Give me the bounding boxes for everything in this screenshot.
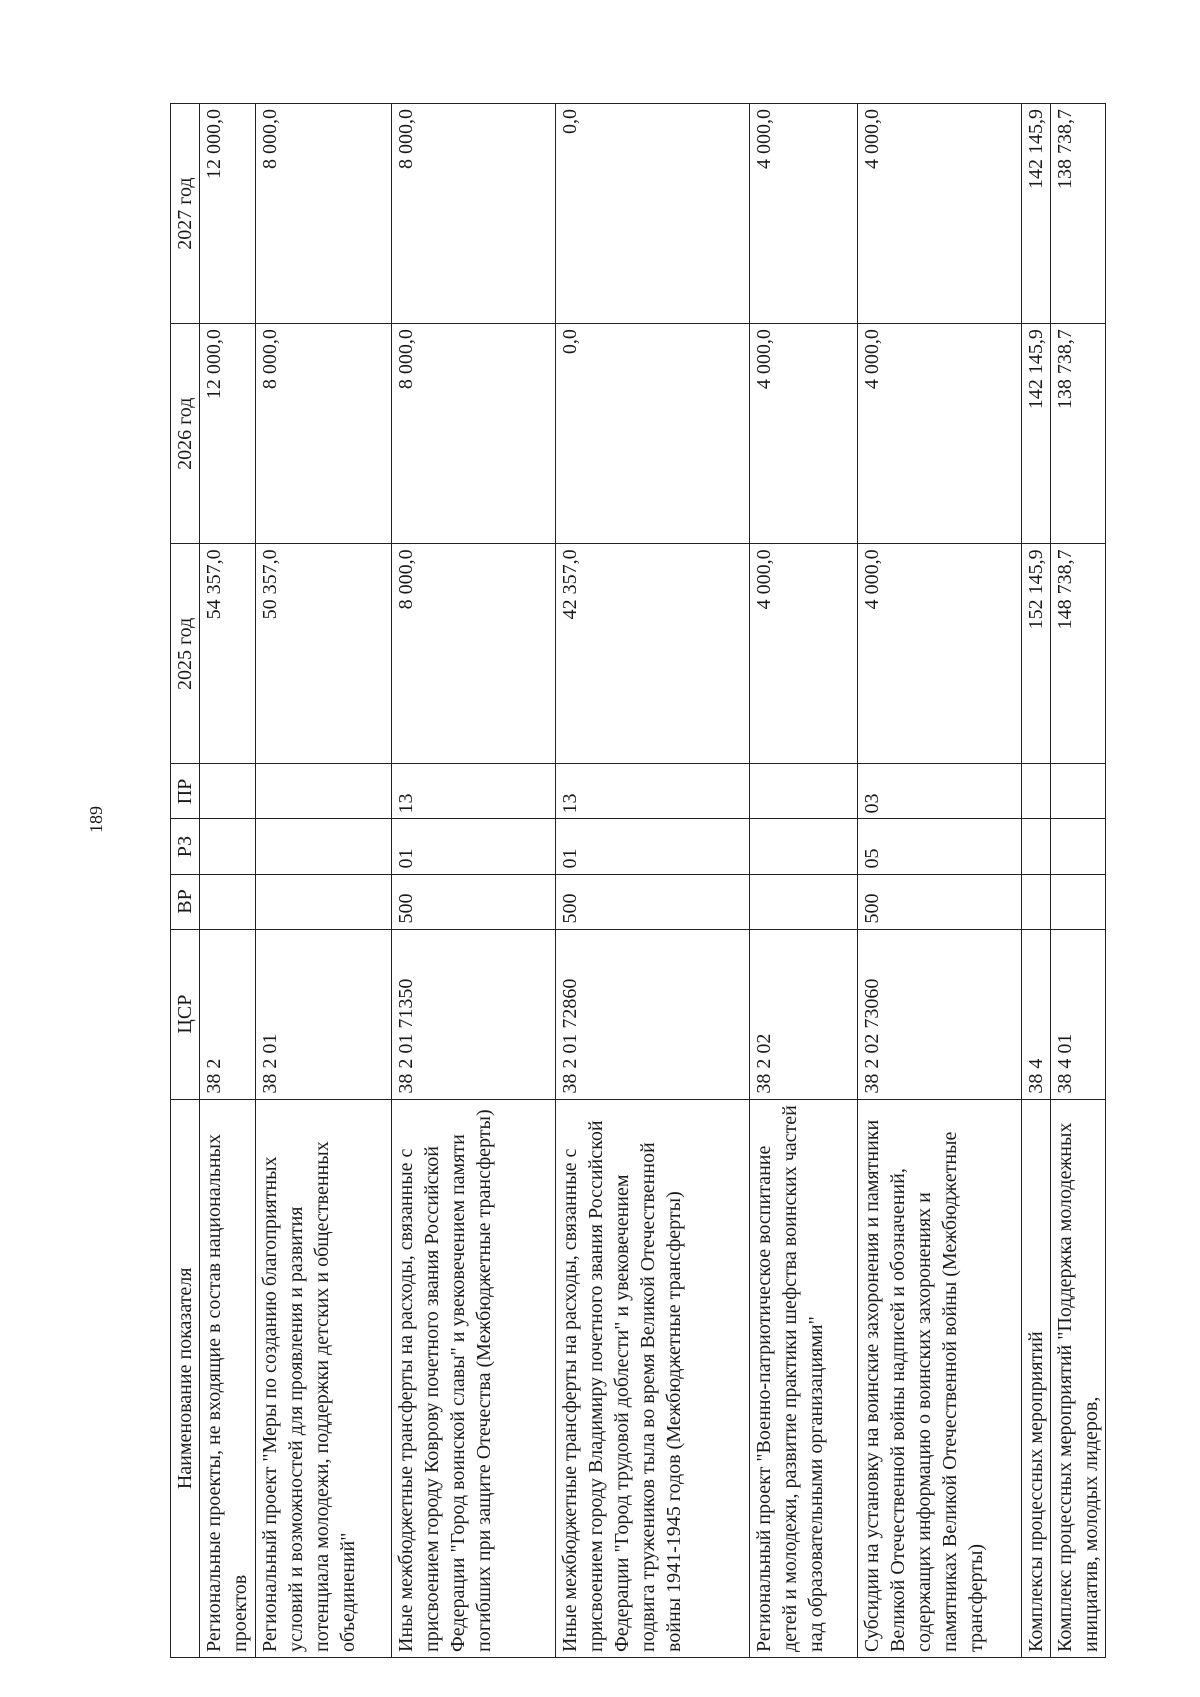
budget-table (170, 103, 1106, 1658)
cell-name: Комплекс процессных мероприятий "Поддержка молодежных инициатив, молодых лидеров, (1051, 1099, 1106, 1657)
cell-2025: 42 357,0 (556, 544, 750, 764)
cell-2025: 148 738,7 (1051, 544, 1106, 764)
cell-2026: 142 145,9 (1022, 324, 1051, 544)
cell-csr: 38 2 (200, 929, 256, 1099)
cell-2027: 12 000,0 (200, 104, 256, 324)
header-vr: ВР (171, 874, 200, 929)
cell-csr: 38 2 02 (750, 929, 858, 1099)
cell-2027: 4 000,0 (858, 104, 1022, 324)
cell-vr (1051, 874, 1106, 929)
cell-2027: 0,0 (556, 104, 750, 324)
cell-2026: 8 000,0 (256, 324, 392, 544)
cell-vr (200, 874, 256, 929)
cell-name: Региональный проект "Военно-патриотическое воспитание детей и молодежи, развитие практики шефства воинских частей над образовательными организациями" (750, 1099, 858, 1657)
cell-name: Субсидии на установку на воинские захоронения и памятники Великой Отечественной войны надписей и обозначений, содержащих информацию о воинских захоронениях и памятниках Великой Отечественной войны (Межбюджетные трансферты) (858, 1099, 1022, 1657)
cell-2027: 4 000,0 (750, 104, 858, 324)
cell-2025: 4 000,0 (750, 544, 858, 764)
cell-csr: 38 2 01 (256, 929, 392, 1099)
cell-pr: 13 (556, 764, 750, 819)
cell-2025: 8 000,0 (392, 544, 556, 764)
cell-csr: 38 2 01 72860 (556, 929, 750, 1099)
cell-vr: 500 (392, 874, 556, 929)
cell-name: Региональные проекты, не входящие в состав национальных проектов (200, 1099, 256, 1657)
table-header-row (171, 104, 200, 1658)
header-rz: РЗ (171, 819, 200, 874)
cell-2025: 152 145,9 (1022, 544, 1051, 764)
cell-2026: 8 000,0 (392, 324, 556, 544)
cell-name: Иные межбюджетные трансферты на расходы, связанные с присвоением городу Владимиру почетного звания Российской Федерации "Город трудовой доблести" и увековечением подвига тружеников тыла во время Великой Отечественной войны 1941-1945 годов (Межбюджетные трансферты) (556, 1099, 750, 1657)
cell-pr: 13 (392, 764, 556, 819)
table-row (1051, 104, 1106, 1658)
cell-rz (1051, 819, 1106, 874)
cell-vr: 500 (556, 874, 750, 929)
cell-2026: 138 738,7 (1051, 324, 1106, 544)
table-row (392, 104, 556, 1658)
cell-name: Комплексы процессных мероприятий (1022, 1099, 1051, 1657)
table-row (256, 104, 392, 1658)
cell-vr: 500 (858, 874, 1022, 929)
cell-rz: 01 (392, 819, 556, 874)
cell-2025: 50 357,0 (256, 544, 392, 764)
cell-vr (256, 874, 392, 929)
cell-rz: 05 (858, 819, 1022, 874)
cell-2025: 4 000,0 (858, 544, 1022, 764)
header-2026: 2026 год (171, 324, 200, 544)
header-pr: ПР (171, 764, 200, 819)
cell-pr (1022, 764, 1051, 819)
page-number: 189 (86, 806, 106, 833)
table-row (858, 104, 1022, 1658)
cell-vr (750, 874, 858, 929)
budget-table-wrapper (170, 103, 1106, 1658)
cell-2026: 4 000,0 (858, 324, 1022, 544)
cell-name: Иные межбюджетные трансферты на расходы, связанные с присвоением городу Коврову почетного звания Российской Федерации "Город воинской славы" и увековечением памяти погибших при защите Отечества (Межбюджетные трансферты) (392, 1099, 556, 1657)
cell-csr: 38 4 01 (1051, 929, 1106, 1099)
cell-2027: 142 145,9 (1022, 104, 1051, 324)
cell-2026: 0,0 (556, 324, 750, 544)
header-name: Наименование показателя (171, 1099, 200, 1657)
cell-2027: 138 738,7 (1051, 104, 1106, 324)
cell-rz (256, 819, 392, 874)
cell-2027: 8 000,0 (256, 104, 392, 324)
cell-csr: 38 2 01 71350 (392, 929, 556, 1099)
cell-csr: 38 2 02 73060 (858, 929, 1022, 1099)
cell-pr: 03 (858, 764, 1022, 819)
cell-csr: 38 4 (1022, 929, 1051, 1099)
table-row (200, 104, 256, 1658)
table-row (750, 104, 858, 1658)
header-2025: 2025 год (171, 544, 200, 764)
table-row (1022, 104, 1051, 1658)
cell-2027: 8 000,0 (392, 104, 556, 324)
cell-pr (750, 764, 858, 819)
cell-2026: 12 000,0 (200, 324, 256, 544)
cell-pr (1051, 764, 1106, 819)
cell-name: Региональный проект "Меры по созданию благоприятных условий и возможностей для проявления и развития потенциала молодежи, поддержки детских и общественных объединений" (256, 1099, 392, 1657)
cell-2026: 4 000,0 (750, 324, 858, 544)
cell-2025: 54 357,0 (200, 544, 256, 764)
cell-rz (750, 819, 858, 874)
table-row (556, 104, 750, 1658)
cell-rz: 01 (556, 819, 750, 874)
cell-rz (1022, 819, 1051, 874)
cell-pr (256, 764, 392, 819)
cell-vr (1022, 874, 1051, 929)
header-2027: 2027 год (171, 104, 200, 324)
header-csr: ЦСР (171, 929, 200, 1099)
cell-rz (200, 819, 256, 874)
cell-pr (200, 764, 256, 819)
